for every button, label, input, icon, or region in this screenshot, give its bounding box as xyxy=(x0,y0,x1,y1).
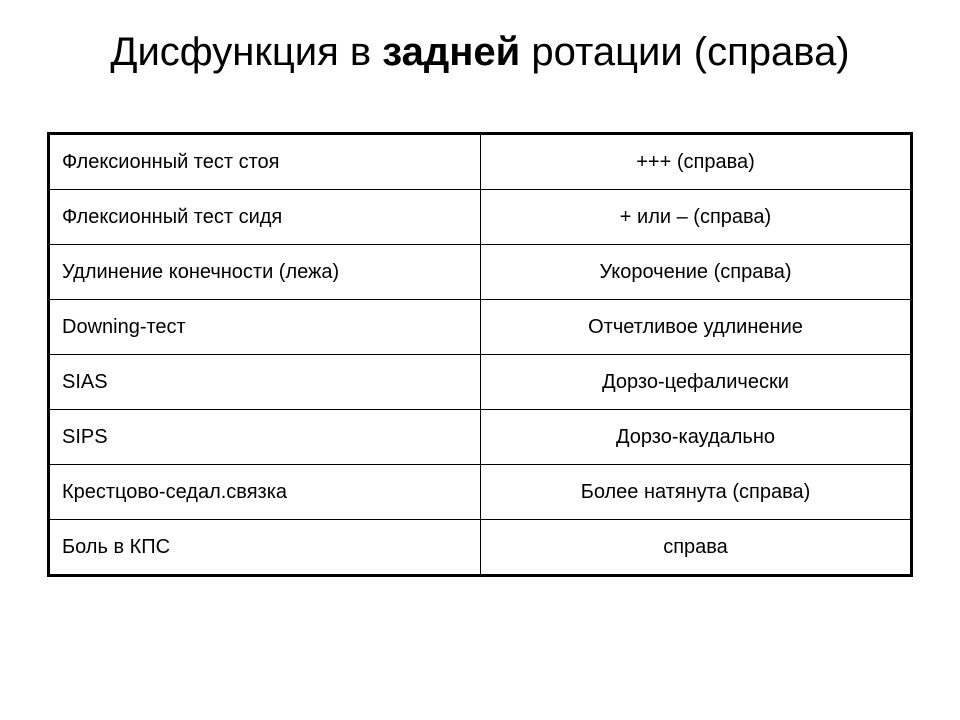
table-row xyxy=(49,355,912,410)
table-row xyxy=(49,410,912,465)
table-row xyxy=(49,134,912,190)
result-cell: Дорзо-каудально xyxy=(481,410,912,465)
table-row xyxy=(49,520,912,576)
result-cell: Отчетливое удлинение xyxy=(481,300,912,355)
result-cell: +++ (справа) xyxy=(481,134,912,190)
test-cell: Крестцово-седал.связка xyxy=(49,465,481,520)
slide-title xyxy=(0,24,960,80)
findings-table-container xyxy=(47,132,913,577)
findings-table xyxy=(47,132,913,577)
result-cell: Более натянута (справа) xyxy=(481,465,912,520)
table-row xyxy=(49,190,912,245)
table-row xyxy=(49,245,912,300)
title-part-1: Дисфункция в xyxy=(110,30,383,74)
result-cell: справа xyxy=(481,520,912,576)
result-cell: Укорочение (справа) xyxy=(481,245,912,300)
test-cell: SIPS xyxy=(49,410,481,465)
test-cell: Боль в КПС xyxy=(49,520,481,576)
test-cell: Флексионный тест сидя xyxy=(49,190,481,245)
title-part-2: ротации (справа) xyxy=(520,30,850,74)
result-cell: Дорзо-цефалически xyxy=(481,355,912,410)
table-row xyxy=(49,465,912,520)
test-cell: SIAS xyxy=(49,355,481,410)
test-cell: Флексионный тест стоя xyxy=(49,134,481,190)
test-cell: Downing-тест xyxy=(49,300,481,355)
result-cell: + или – (справа) xyxy=(481,190,912,245)
table-row xyxy=(49,300,912,355)
test-cell: Удлинение конечности (лежа) xyxy=(49,245,481,300)
title-bold-word: задней xyxy=(382,30,521,74)
